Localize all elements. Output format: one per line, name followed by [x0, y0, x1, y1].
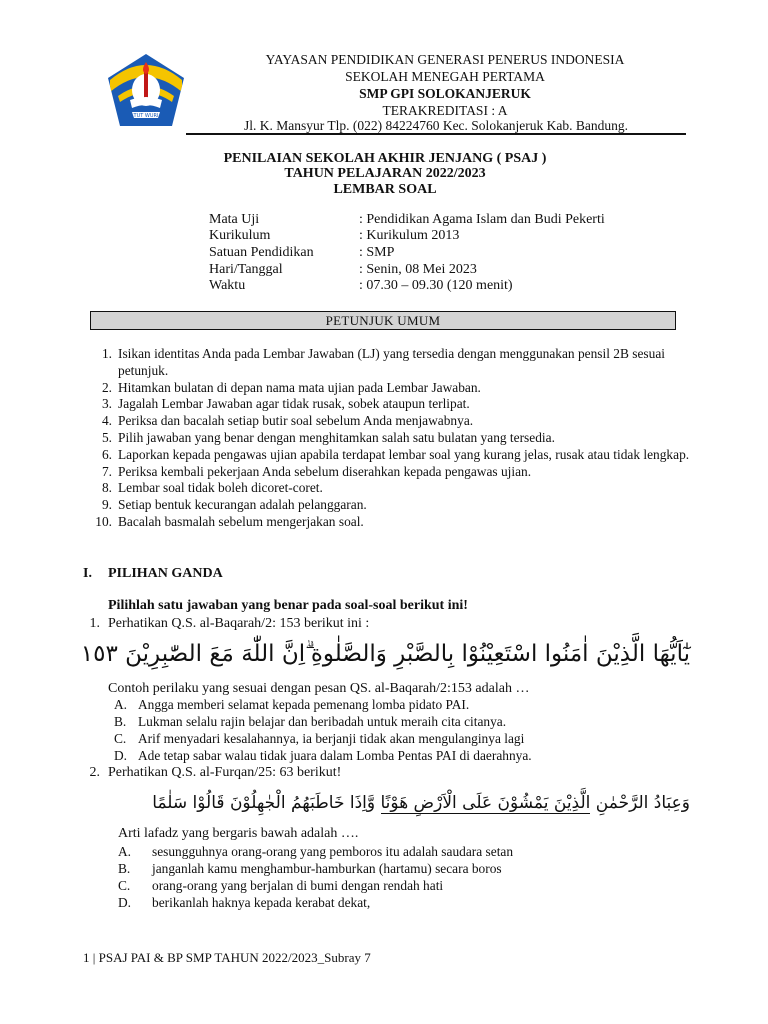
- list-item: 6. Laporkan kepada pengawas ujian apabila terdapat lembar soal yang kurang jelas, rusak atau tidak lengkap.: [101, 446, 690, 462]
- info-label: Waktu: [209, 278, 246, 293]
- question-2: [80, 765, 680, 783]
- list-item: 8. Lembar soal tidak boleh dicoret-coret.: [101, 480, 323, 496]
- info-label: Hari/Tanggal: [209, 262, 283, 277]
- question-text: Perhatikan Q.S. al-Baqarah/2: 153 berikut ini :: [108, 616, 370, 631]
- list-item: 10. Bacalah basmalah sebelum mengerjakan soal.: [95, 513, 364, 529]
- list-item: 7. Periksa kembali pekerjaan Anda sebelum diserahkan kepada pengawas ujian.: [101, 463, 532, 479]
- list-item: 3. Jagalah Lembar Jawaban agar tidak rusak, sobek ataupun terlipat.: [101, 396, 470, 412]
- list-item: 9. Setiap bentuk kecurangan adalah pelanggaran.: [101, 497, 367, 513]
- info-value: : Kurikulum 2013: [359, 228, 460, 243]
- option-b[interactable]: B. Lukman selalu rajin belajar dan beribadah untuk meraih cita citanya.: [114, 714, 507, 729]
- instructions-list: [90, 346, 710, 531]
- arabic-verse-1: يٰٓاَيُّهَا الَّذِيْنَ اٰمَنُوا اسْتَعِيْنُوْا بِالصَّبْرِ وَالصَّلٰوةِ ۗاِنَّ اللّٰهَ مَعَ الصّٰبِرِيْنَ ١٥٣: [80, 641, 690, 667]
- info-value: : Pendidikan Agama Islam dan Budi Pekerti: [359, 212, 605, 227]
- underlined-phrase: الَّذِيْنَ يَمْشُوْنَ عَلَى الْاَرْضِ هَوْنًا: [380, 793, 591, 813]
- list-item: 2. Hitamkan bulatan di depan nama mata ujian pada Lembar Jawaban.: [101, 379, 481, 395]
- general-instructions-header: PETUNJUK UMUM: [90, 311, 676, 330]
- svg-text:TUT WURI: TUT WURI: [133, 113, 159, 119]
- page-footer: 1 | PSAJ PAI & BP SMP TAHUN 2022/2023_Subray 7: [83, 950, 371, 965]
- option-c[interactable]: C. Arif menyadari kesalahannya, ia berjanji tidak akan mengulanginya lagi: [114, 731, 525, 746]
- info-label: Mata Uji: [209, 212, 260, 227]
- question-number: 2.: [89, 765, 100, 780]
- academic-year: TAHUN PELAJARAN 2022/2023: [284, 166, 486, 181]
- school-address: Jl. K. Mansyur Tlp. (022) 84224760 Kec. Solokanjeruk Kab. Bandung.: [243, 118, 629, 133]
- foundation-name: YAYASAN PENDIDIKAN GENERASI PENERUS INDONESIA: [265, 52, 625, 67]
- option-c[interactable]: C. orang-orang yang berjalan di bumi dengan rendah hati: [118, 878, 444, 893]
- exam-title: PENILAIAN SEKOLAH AKHIR JENJANG ( PSAJ ): [223, 151, 547, 166]
- option-d[interactable]: D. berikanlah haknya kepada kerabat dekat,: [118, 895, 371, 910]
- info-label: Satuan Pendidikan: [209, 245, 314, 260]
- list-item: 4. Periksa dan bacalah setiap butir soal sebelum Anda menjawabnya.: [101, 413, 474, 429]
- list-item: 5. Pilih jawaban yang benar dengan menghitamkan salah satu bulatan yang tersedia.: [101, 429, 555, 445]
- info-value: : 07.30 – 09.30 (120 menit): [359, 278, 513, 293]
- info-value: : Senin, 08 Mei 2023: [359, 262, 477, 277]
- info-value: : SMP: [359, 245, 395, 260]
- question-number: 1.: [89, 616, 100, 631]
- option-d[interactable]: D. Ade tetap sabar walau tidak juara dalam Lomba Pentas PAI di daerahnya.: [114, 748, 532, 763]
- list-item: 1. Isikan identitas Anda pada Lembar Jawaban (LJ) yang tersedia dengan menggunakan pensil 2B sesuai petunjuk.: [101, 346, 665, 378]
- question-stem: Arti lafadz yang bergaris bawah adalah ….: [118, 826, 359, 841]
- option-b[interactable]: B. janganlah kamu menghambur-hamburkan (hartamu) secara boros: [118, 861, 502, 876]
- section-number: I.: [83, 566, 92, 581]
- school-logo: [104, 52, 188, 132]
- question-text: Perhatikan Q.S. al-Furqan/25: 63 berikut!: [108, 765, 342, 780]
- section-title: PILIHAN GANDA: [108, 566, 223, 581]
- option-a[interactable]: A. Angga memberi selamat kepada pemenang lomba pidato PAI.: [114, 697, 470, 712]
- header-divider: [186, 133, 686, 135]
- question-stem: Contoh perilaku yang sesuai dengan pesan QS. al-Baqarah/2:153 adalah …: [108, 681, 530, 696]
- school-name: SMP GPI SOLOKANJERUK: [359, 86, 531, 101]
- question-instruction: Pilihlah satu jawaban yang benar pada soal-soal berikut ini!: [108, 598, 468, 613]
- option-a[interactable]: A. sesungguhnya orang-orang yang pemboros itu adalah saudara setan: [118, 844, 514, 859]
- arabic-verse-2: وَعِبَادُ الرَّحْمٰنِ الَّذِيْنَ يَمْشُوْنَ عَلَى الْاَرْضِ هَوْنًا وَّاِذَا خَاطَبَهُمُ الْجٰهِلُوْنَ قَالُوْا سَلٰمًا: [152, 793, 690, 813]
- school-level: SEKOLAH MENEGAH PERTAMA: [345, 69, 545, 84]
- info-label: Kurikulum: [209, 228, 271, 243]
- accreditation: TERAKREDITASI : A: [382, 103, 508, 118]
- question-1: [80, 616, 680, 634]
- sheet-title: LEMBAR SOAL: [333, 182, 437, 197]
